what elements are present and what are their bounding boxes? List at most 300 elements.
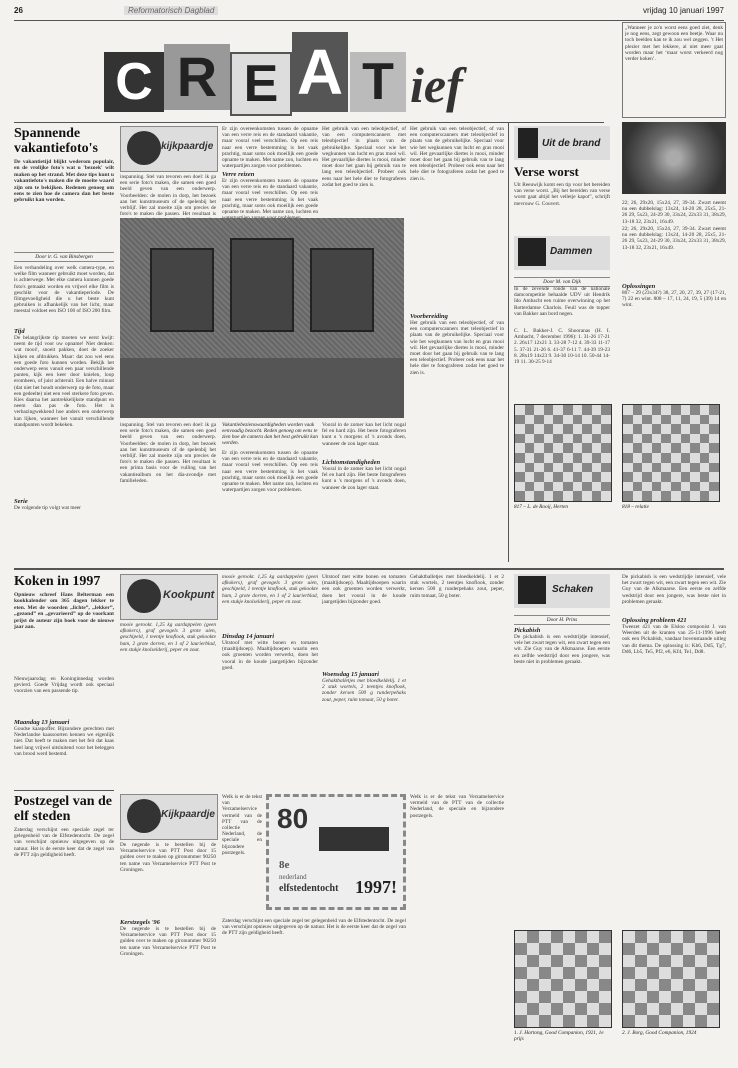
board-square	[575, 967, 587, 979]
board-square	[642, 463, 652, 473]
kookpunt-sub-body: Uitstoof met witte bonen en tomaten (maaltijdsoep). Maaltijdsoepen waarin een ook groenten worden verwerkt, doen het vooral in de koude jaargetijden bijzonder goed.	[222, 640, 318, 671]
board-square	[582, 491, 592, 501]
board-square	[700, 405, 710, 415]
board-square	[573, 415, 583, 425]
board-square	[647, 967, 659, 979]
board-square	[709, 443, 719, 453]
board-square	[544, 434, 554, 444]
letter-u-icon	[518, 128, 538, 158]
board-square	[599, 979, 611, 991]
board-817-caption: 817 – L. de Rooij, Herten	[514, 504, 568, 510]
board-square	[647, 955, 659, 967]
board-square	[659, 991, 671, 1003]
board-square	[671, 415, 681, 425]
board-square	[515, 1003, 527, 1015]
board-square	[525, 443, 535, 453]
board-square	[661, 424, 671, 434]
board-square	[642, 443, 652, 453]
oplossingen-body: 807 – 29 (23x34?) 38, 27, 20, 27, 39, 27 (17-21, 7) 22 en wint. 808 – 17, 11, 24, 19, 5 (39) 14 en wint.	[622, 290, 726, 309]
board-square	[661, 443, 671, 453]
kijkpaardje-label-2: Kijkpaardje	[161, 809, 215, 820]
board-square	[515, 955, 527, 967]
kookpunt-label: Kookpunt	[163, 589, 215, 601]
board-square	[544, 482, 554, 492]
masthead-letter-a: A	[292, 32, 348, 112]
board-square	[633, 482, 643, 492]
board-square	[659, 979, 671, 991]
board-square	[525, 472, 535, 482]
board-square	[623, 463, 633, 473]
board-square	[695, 979, 707, 991]
board-square	[563, 405, 573, 415]
postzegel-narrow: Welk is er de tekst van Verzamelservice vermeld van de PTT van de collectie Nederland, de speciale en bijzondere postzegels.	[222, 794, 262, 856]
kookpunt-sub2-body: Gehaktballetjes met bloedkeldelij. 1 et 2 stuk wortels, 2 teentjes knoflook, zonder kersen 500 g runderpehaks zout, peper, ruim tomaat, 50 g boter.	[322, 678, 406, 703]
board-square	[553, 491, 563, 501]
board-square	[587, 979, 599, 991]
board-square	[683, 931, 695, 943]
board-square	[582, 443, 592, 453]
board-square	[601, 405, 611, 415]
board-square	[534, 405, 544, 415]
board-square	[690, 491, 700, 501]
board-square	[553, 472, 563, 482]
board-square	[575, 979, 587, 991]
board-square	[690, 434, 700, 444]
horse-icon	[127, 799, 161, 833]
board-square	[553, 482, 563, 492]
board-square	[661, 472, 671, 482]
kookpunt-col3: Uitstoof met witte bonen en tomaten (maaltijdsoep). Maaltijdsoepen waarin een ook groenten worden verwerkt, doen het vooral in de koude jaargetijden bijzonder goed.	[322, 574, 406, 605]
article-title: Spannende vakantiefoto's	[14, 126, 98, 156]
board-square	[681, 405, 691, 415]
board-square	[601, 463, 611, 473]
board-square	[633, 472, 643, 482]
board-square	[623, 967, 635, 979]
board-square	[515, 491, 525, 501]
board-square	[671, 463, 681, 473]
board-square	[539, 955, 551, 967]
koken-body: Nieuwjaarsdag en Koninginnedag worden gevierd. Goede Vrijdag wordt ook speciaal voorzien van een passende tip.	[14, 676, 114, 695]
article-postzegel	[14, 794, 114, 1057]
board-square	[652, 424, 662, 434]
column-under-photo-1: inspanning. Stel van tevoren een doel: ik ga een serie foto's maken, die samen een goed beeld geven van een onderwerp. Voorbeelden: de molen in dorp, het bezoek aan het kunstmuseum of de spelenbij het verblijf. Het zal moeite zijn om precies de foto's te maken die passen. Het resultaat is een prima basis voor de vulling van het vakantiealbum en het dia-avondje met familieleden.	[120, 422, 216, 484]
board-square	[671, 979, 683, 991]
board-square	[515, 472, 525, 482]
lichtomstandigheden-body: Vooral in de zomer kan het licht nogal fel en hard zijn. Het beste fotograferen kunt u 's morgens of 's avonds doen, wanneer de zon lager staat.	[322, 466, 406, 491]
article-byline: Door ir. G. van Binsbergen	[14, 252, 114, 262]
chess-2-caption: 2. J. Borg, Good Companion, 1924	[622, 1030, 697, 1036]
rule-vertical-right	[508, 122, 509, 562]
board-square	[551, 979, 563, 991]
board-square	[527, 955, 539, 967]
board-square	[659, 1003, 671, 1015]
board-square	[587, 967, 599, 979]
dammen-game: C. L. Bakker-J. C. Shooranas (H. I. Ambacht, 7 december 1996): 1. 31-26 17-21 2. 26x17 12x21 3. 33-28 7-12 4. 39-33 11-17 5. 37-31 21-26 6. 41-37 6-11 7. 44-39 19-23 8. 28x19 14x23 9. 34-30 10-14 10. 50-44 14-19 11. 30-25 9-14	[514, 328, 610, 366]
board-square	[642, 424, 652, 434]
board-square	[515, 443, 525, 453]
board-square	[647, 979, 659, 991]
board-square	[652, 405, 662, 415]
board-square	[709, 463, 719, 473]
verre-reizen-intro: Er zijn overeenkomsten tussen de opname van een verre reis en de standaard vakantie, maar vooral veel verschillen. Op een reis naar een verre bestemming is het vaak prachtig, maar soms ook moeilijk een goede opname te maken. Met name zon, luchten en waterpartijen zorgen voor problemen.	[222, 126, 318, 170]
board-square	[652, 415, 662, 425]
board-square	[563, 453, 573, 463]
kijkpaardje-logo-2	[120, 794, 218, 840]
board-square	[671, 991, 683, 1003]
board-square	[592, 472, 602, 482]
board-square	[563, 979, 575, 991]
chess-diagram-2	[622, 930, 720, 1028]
board-square	[599, 967, 611, 979]
board-square	[563, 415, 573, 425]
uit-de-brand-logo	[514, 126, 610, 160]
board-square	[527, 1003, 539, 1015]
board-square	[709, 472, 719, 482]
board-square	[690, 405, 700, 415]
board-square	[527, 991, 539, 1003]
board-square	[623, 491, 633, 501]
board-square	[707, 1015, 719, 1027]
board-square	[553, 424, 563, 434]
board-square	[525, 453, 535, 463]
column-mid-1: Het gebruik van een teleobjectief, of van een computerscanners met teleobjectief in plaats van de gebruikelijke. Speciaal voor wie het wegkunnen van lucht en gras mooi wil. Het gevaarlijke diertes is mooi, minder moet door het gaan bij gebruik van te lang een teleobjectief. Probeer ook eens naar het hele dier te fotograferen zodat het goed te zien is.	[322, 126, 406, 188]
board-square	[661, 405, 671, 415]
board-square	[652, 453, 662, 463]
board-square	[527, 1015, 539, 1027]
page-number: 26	[14, 6, 23, 15]
board-square	[515, 943, 527, 955]
board-square	[563, 443, 573, 453]
column-under-photo-3: Vooral in de zomer kan het licht nogal fel en hard zijn. Het beste fotograferen kunt u 's morgens of 's avonds doen, wanneer de zon lager staat.	[322, 422, 406, 447]
paper-name: Reformatorisch Dagblad	[124, 6, 218, 15]
board-square	[534, 482, 544, 492]
board-square	[707, 931, 719, 943]
board-square	[587, 1015, 599, 1027]
board-square	[544, 415, 554, 425]
board-square	[683, 991, 695, 1003]
stamp-title: elfstedentocht	[279, 883, 339, 894]
board-square	[587, 955, 599, 967]
board-square	[601, 482, 611, 492]
board-square	[695, 967, 707, 979]
photo-caption: Vakantiebezienswaardigheden worden vaak eenvoudig bezocht. Reden genoeg om eens te zien hoe de camera dan het best gebruikt kan worden.	[222, 422, 318, 446]
column-mid-2: Het gebruik van een teleobjectief, of van een computerscanners met teleobjectief in plaats van de gebruikelijke. Speciaal voor wie het wegkunnen van lucht en gras mooi wil. Het gevaarlijke diertes is mooi, minder moet door het gaan bij gebruik van te lang een teleobjectief. Probeer ook eens naar het hele dier te fotograferen zodat het goed te zien is.	[410, 126, 504, 182]
board-square	[652, 491, 662, 501]
board-square	[700, 434, 710, 444]
board-square	[525, 405, 535, 415]
board-square	[633, 453, 643, 463]
draughts-board-817	[514, 404, 612, 502]
board-square	[671, 424, 681, 434]
board-square	[587, 931, 599, 943]
board-square	[563, 943, 575, 955]
kijkpaardje-logo	[120, 126, 218, 172]
chess-1-caption: 1. J. Hartong, Good Companion, 1921, 1e prijs	[514, 1030, 604, 1042]
board-square	[592, 415, 602, 425]
stamp-value: 80	[277, 803, 309, 834]
board-square	[709, 453, 719, 463]
board-square	[551, 943, 563, 955]
board-square	[539, 931, 551, 943]
board-square	[544, 453, 554, 463]
board-square	[575, 943, 587, 955]
koken-subhead: Maandag 13 januari	[14, 719, 70, 726]
board-square	[671, 943, 683, 955]
kookpunt-logo	[120, 574, 218, 620]
board-square	[700, 424, 710, 434]
board-square	[592, 491, 602, 501]
board-square	[599, 1015, 611, 1027]
board-square	[544, 472, 554, 482]
board-square	[690, 453, 700, 463]
board-square	[642, 491, 652, 501]
board-square	[700, 463, 710, 473]
board-square	[709, 434, 719, 444]
board-square	[623, 405, 633, 415]
board-square	[681, 424, 691, 434]
skater-icon	[319, 827, 389, 851]
board-square	[553, 415, 563, 425]
page-date: vrijdag 10 januari 1997	[643, 6, 724, 15]
board-square	[642, 472, 652, 482]
letter-d-icon	[518, 238, 546, 266]
board-square	[700, 491, 710, 501]
board-square	[592, 424, 602, 434]
board-square	[623, 434, 633, 444]
board-square	[592, 453, 602, 463]
board-square	[525, 434, 535, 444]
board-square	[671, 453, 681, 463]
subhead-tijd: Tijd	[14, 328, 25, 335]
article-koken	[14, 574, 114, 796]
board-square	[683, 979, 695, 991]
board-square	[553, 453, 563, 463]
board-square	[575, 1003, 587, 1015]
board-square	[551, 955, 563, 967]
pan-icon	[127, 579, 161, 613]
postzegel-title: Postzegel van de elf steden	[14, 794, 112, 824]
board-square	[573, 453, 583, 463]
kookpunt-body: mooie gerookt. 1,25 kg aardappelen (geen afkokers), graf gevogels 3 grote uien, geschipeld, 1 teentje knoflook, stuk gekookte ham, 2 grote dorren, en 1 of 2 laurierblad, een stukje knolselderij, peper en zout.	[120, 622, 216, 653]
horse-icon	[127, 131, 161, 165]
board-square	[661, 491, 671, 501]
board-square	[683, 967, 695, 979]
article-lede: De vakantietijd blijkt wederom populair, en de vrolijke foto's wat u 'bezoek' wilt maken op het strand. Met deze tips kunt u vakantiefoto's maken die de moeite waard zijn om te bekijken. Redenen genoeg om eens te zien hoe de camera dan het beste gebruikt kan worden.	[14, 159, 114, 204]
board-square	[551, 931, 563, 943]
board-square	[635, 979, 647, 991]
board-square	[601, 443, 611, 453]
board-square	[683, 943, 695, 955]
board-square	[690, 424, 700, 434]
board-square	[635, 943, 647, 955]
board-square	[661, 415, 671, 425]
building-photo	[120, 218, 404, 418]
board-square	[659, 955, 671, 967]
board-square	[525, 415, 535, 425]
board-square	[582, 453, 592, 463]
chess-diagram-1	[514, 930, 612, 1028]
postzegel-mid-body: De negende is te bestellen bij de Verzamelservice van PTT Post door 15 gulden over te maken op gironummer 90250 ten name van Verzamelservice PTT Post te Groningen.	[120, 842, 216, 873]
board-square	[690, 482, 700, 492]
schaken-label: Schaken	[552, 584, 594, 595]
board-square	[587, 943, 599, 955]
board-square	[635, 931, 647, 943]
board-square	[652, 472, 662, 482]
board-square	[527, 931, 539, 943]
board-square	[700, 415, 710, 425]
postzegel-body: Zaterdag verschijnt een speciale zegel ter gelegenheid van de Elfstedentocht. De zegel van verschijnt opnieuw uitgegeven op de natuur. Het is de eerste keer dat de zegel van de PTT zijn geldigheid heeft.	[14, 827, 114, 858]
board-square	[671, 1003, 683, 1015]
board-square	[709, 424, 719, 434]
stamp-year: 1997!	[355, 877, 397, 897]
board-square	[592, 405, 602, 415]
kijkpaardje-body: inspanning. Stel van tevoren een doel: ik ga een serie foto's maken, die samen een goed beeld geven van een onderwerp. Voorbeelden: de molen in dorp, het bezoek aan het kunstmuseum of de spelenbij het verblijf. Het zal moeite zijn om precies de foto's te maken die passen. Het resultaat is	[120, 174, 216, 218]
board-square	[623, 979, 635, 991]
article-vakantiefotos	[14, 126, 114, 519]
board-square	[671, 443, 681, 453]
board-square	[544, 491, 554, 501]
board-square	[690, 415, 700, 425]
board-square	[527, 943, 539, 955]
board-square	[671, 491, 681, 501]
koken-lede: Opnieuw schreef Hans Belterman een kookkalender om 365 dagen lekker te eten. Met de woorden „lichte”, „lekker”, „gezond” en „gevarieerd” op de voorkant prijst de auteur zijn boek voor de nieuwe jaar aan.	[14, 592, 114, 631]
board-square	[551, 967, 563, 979]
board-square	[623, 943, 635, 955]
board-square	[683, 1015, 695, 1027]
board-square	[623, 991, 635, 1003]
board-square	[695, 955, 707, 967]
board-square	[681, 434, 691, 444]
board-square	[647, 991, 659, 1003]
board-square	[525, 424, 535, 434]
board-square	[515, 979, 527, 991]
board-square	[539, 967, 551, 979]
board-square	[534, 434, 544, 444]
oplossingen-title: Oplossingen	[622, 283, 656, 290]
board-square	[534, 424, 544, 434]
board-square	[623, 931, 635, 943]
board-square	[659, 943, 671, 955]
board-square	[707, 943, 719, 955]
board-square	[551, 991, 563, 1003]
subhead-lichtomstandigheden: Lichtomstandigheden	[322, 459, 381, 466]
board-square	[652, 482, 662, 492]
board-square	[690, 472, 700, 482]
board-square	[539, 1003, 551, 1015]
board-square	[599, 1003, 611, 1015]
board-818-caption: 818 – relatie	[622, 504, 649, 510]
board-square	[671, 434, 681, 444]
board-square	[539, 1015, 551, 1027]
board-square	[525, 491, 535, 501]
masthead-suffix: ief	[410, 57, 463, 113]
board-square	[582, 482, 592, 492]
board-square	[515, 967, 527, 979]
schaken-byline: Door H. Prins	[514, 615, 610, 625]
board-square	[563, 434, 573, 444]
kijkpaardje-label: kijkpaardje	[161, 141, 214, 152]
board-square	[707, 1003, 719, 1015]
board-square	[661, 434, 671, 444]
dammen-extra: 22; 26, 29x20, 15x24, 27, 39-34. Zwart neemt nu een dubbelslag: 13x24, 14-20 28, 25x5, 21-26 29, 5x23, 24-29 30, 33x24, 22x33 31, 38x29, 13-18 32, 23x21, 16x49.	[622, 226, 726, 251]
board-square	[534, 472, 544, 482]
board-square	[681, 415, 691, 425]
verse-worst-body: Uit Reeuwijk komt een tip voor het bereiden van verse worst. „Bij het bereiden van verse worst gaat altijd het velletje kapot”, schrijft mevrouw G. Couvert.	[514, 182, 610, 207]
dammen-label: Dammen	[550, 246, 593, 257]
worst-photo	[622, 122, 726, 194]
board-square	[681, 443, 691, 453]
rule-top	[14, 122, 604, 123]
subhead-voorbereiding: Voorbereiding	[410, 313, 448, 320]
rule-middle	[14, 568, 724, 570]
board-square	[709, 415, 719, 425]
board-square	[599, 991, 611, 1003]
board-square	[690, 443, 700, 453]
kookpunt-recipe: mooie gerookt. 1,25 kg aardappelen (geen afkokers), graf gevogels 3 grote uien, geschipeld, 1 teentje knoflook, stuk gekookte ham, 2 grote dorren, en 1 of 2 laurierblad, een stukje knolselderij, peper en zout.	[222, 574, 318, 605]
kookpunt-subhead: Dinsdag 14 januari	[222, 633, 275, 640]
board-square	[527, 967, 539, 979]
board-square	[515, 463, 525, 473]
board-square	[652, 443, 662, 453]
board-square	[563, 482, 573, 492]
board-square	[633, 415, 643, 425]
board-square	[707, 967, 719, 979]
verse-worst-title: Verse worst	[514, 164, 579, 179]
board-square	[709, 482, 719, 492]
board-square	[573, 491, 583, 501]
kerstzegels-subhead: Kerstzegels '96	[120, 919, 160, 926]
board-square	[659, 931, 671, 943]
board-square	[563, 955, 575, 967]
board-square	[671, 931, 683, 943]
board-square	[623, 955, 635, 967]
board-square	[544, 463, 554, 473]
board-square	[695, 943, 707, 955]
schaken-subhead: Pickabish	[514, 627, 541, 634]
board-square	[633, 463, 643, 473]
board-square	[635, 1003, 647, 1015]
schaken-logo	[514, 574, 610, 608]
board-square	[573, 434, 583, 444]
board-square	[553, 443, 563, 453]
board-square	[623, 443, 633, 453]
board-square	[553, 434, 563, 444]
board-square	[582, 424, 592, 434]
board-square	[582, 405, 592, 415]
board-square	[539, 943, 551, 955]
kookpunt-subhead-2: Woensdag 15 januari	[322, 671, 379, 678]
board-square	[573, 463, 583, 473]
board-square	[635, 1015, 647, 1027]
board-square	[623, 453, 633, 463]
board-square	[671, 405, 681, 415]
verre-reizen-body: Er zijn overeenkomsten tussen de opname van een verre reis en de standaard vakantie, maar vooral veel verschillen. Op een reis naar een verre bestemming is het vaak prachtig, maar soms ook moeilijk een goede opname te maken. Met name zon, luchten en	[222, 178, 318, 216]
board-square	[563, 424, 573, 434]
board-square	[515, 1015, 527, 1027]
board-square	[623, 482, 633, 492]
koken-title: Koken in 1997	[14, 574, 101, 589]
board-square	[642, 453, 652, 463]
board-square	[661, 482, 671, 492]
board-square	[582, 434, 592, 444]
board-square	[709, 405, 719, 415]
board-square	[592, 482, 602, 492]
masthead-letter-t: T	[350, 52, 406, 112]
board-square	[534, 415, 544, 425]
board-square	[573, 472, 583, 482]
board-square	[587, 991, 599, 1003]
koken-sub-body: Goudse kaaspoffer. Bijzondere gerechten met Nederlandse kaassoorten kennen we eigenlijk niet. Dat heeft te maken met het feit dat kaas heel lang vrijwel uitsluitend voor het beleggen van brood werd bestemd.	[14, 726, 114, 757]
